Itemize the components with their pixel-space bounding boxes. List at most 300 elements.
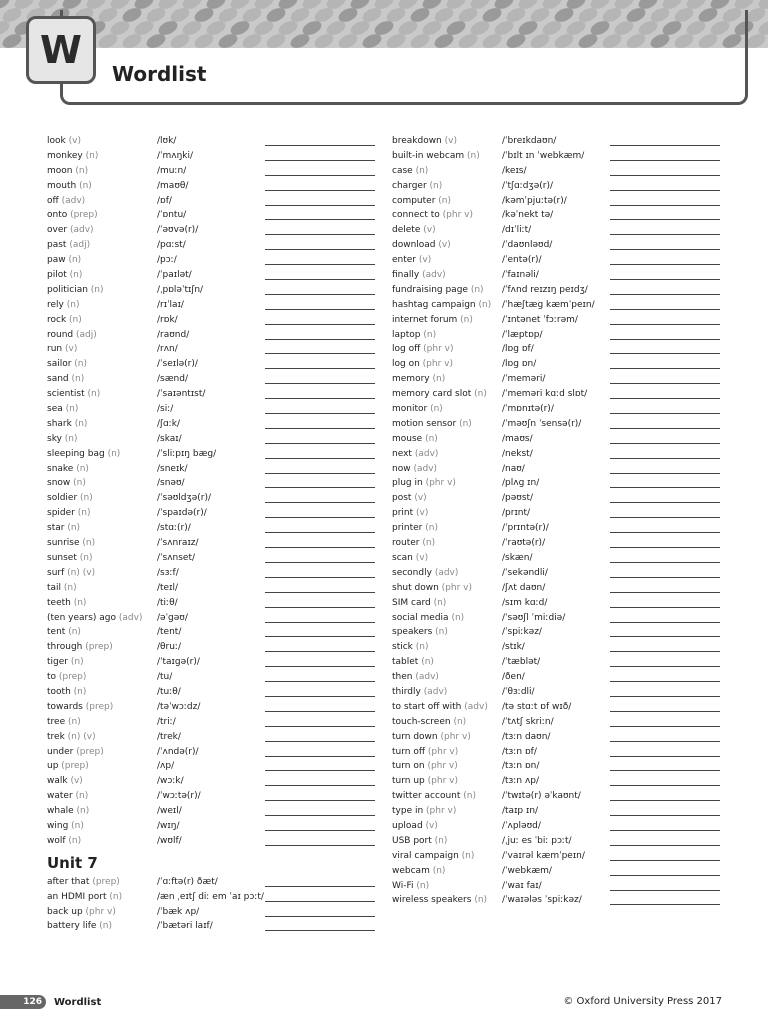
part-of-speech: (n) — [87, 389, 101, 400]
answer-line[interactable] — [610, 190, 720, 191]
answer-line[interactable] — [265, 502, 375, 503]
pronunciation: /ʃʌt daʊn/ — [502, 582, 546, 593]
entry-word — [392, 536, 435, 551]
entry-word — [47, 417, 87, 432]
part-of-speech: (n) — [75, 791, 89, 802]
answer-line[interactable] — [265, 324, 375, 325]
answer-line[interactable] — [610, 383, 720, 384]
answer-line[interactable] — [610, 249, 720, 250]
entry-word — [47, 670, 86, 685]
answer-line[interactable] — [265, 562, 375, 563]
answer-line[interactable] — [610, 443, 720, 444]
wordlist-entry — [47, 491, 211, 506]
answer-line[interactable] — [610, 770, 720, 771]
answer-line[interactable] — [610, 487, 720, 488]
pronunciation: /ˌjuː es ˈbiː pɔːt/ — [502, 835, 572, 846]
entry-word — [47, 476, 86, 491]
answer-line[interactable] — [265, 666, 375, 667]
wordlist-entry — [47, 551, 196, 566]
part-of-speech: (prep) — [92, 876, 120, 887]
pronunciation: /keɪs/ — [502, 165, 527, 176]
answer-line[interactable] — [610, 145, 720, 146]
answer-line[interactable] — [610, 547, 720, 548]
part-of-speech: (n) — [438, 195, 452, 206]
entry-word — [47, 506, 90, 521]
wordlist-entry — [47, 134, 177, 149]
word-text: run — [47, 344, 63, 355]
answer-line[interactable] — [265, 339, 375, 340]
part-of-speech: (n) — [63, 582, 77, 593]
pronunciation: /lɒg ɒf/ — [502, 344, 534, 355]
answer-line[interactable] — [610, 577, 720, 578]
part-of-speech: (v) — [423, 225, 436, 236]
pronunciation: /ˈvaɪrəl kæmˈpeɪn/ — [502, 850, 585, 861]
answer-line[interactable] — [610, 890, 720, 891]
entry-word — [47, 238, 90, 253]
answer-line[interactable] — [265, 800, 375, 801]
answer-line[interactable] — [265, 190, 375, 191]
answer-line[interactable] — [265, 636, 375, 637]
word-text: surf — [47, 567, 65, 578]
answer-line[interactable] — [610, 264, 720, 265]
entry-word — [47, 581, 77, 596]
wordlist-entry — [47, 804, 182, 819]
footer-section-title: Wordlist — [54, 996, 102, 1008]
pronunciation: /wʊlf/ — [157, 835, 182, 846]
word-text: sky — [47, 433, 62, 444]
word-text: print — [392, 508, 414, 519]
answer-line[interactable] — [610, 294, 720, 295]
answer-line[interactable] — [265, 309, 375, 310]
part-of-speech: (n) — [432, 374, 446, 385]
part-of-speech: (n) — [66, 299, 80, 310]
word-text: post — [392, 493, 412, 504]
word-text: paw — [47, 255, 66, 266]
answer-line[interactable] — [610, 800, 720, 801]
answer-line[interactable] — [610, 428, 720, 429]
answer-line[interactable] — [610, 458, 720, 459]
pronunciation: /kəmˈpjuːtə(r)/ — [502, 195, 567, 206]
answer-line[interactable] — [610, 160, 720, 161]
pronunciation: /dɪˈliːt/ — [502, 225, 532, 236]
entry-word — [47, 819, 84, 834]
answer-line[interactable] — [265, 413, 375, 414]
pronunciation: /plʌg ɪn/ — [502, 478, 540, 489]
wordlist-entry — [47, 640, 182, 655]
entry-word — [392, 789, 476, 804]
pronunciation: /ˈfʌnd reɪzɪŋ peɪdʒ/ — [502, 284, 588, 295]
word-text: teeth — [47, 597, 71, 608]
entry-word — [47, 253, 81, 268]
answer-line[interactable] — [610, 473, 720, 474]
wordlist-entry — [47, 387, 206, 402]
word-text: charger — [392, 180, 427, 191]
answer-line[interactable] — [610, 726, 720, 727]
answer-line[interactable] — [265, 458, 375, 459]
entry-word — [47, 313, 82, 328]
entry-word — [392, 447, 438, 462]
entry-word — [47, 432, 78, 447]
word-text: viral campaign — [392, 850, 459, 861]
word-text: touch-screen — [392, 716, 451, 727]
answer-line[interactable] — [265, 930, 375, 931]
word-text: sunrise — [47, 538, 80, 549]
wordlist-entry — [47, 745, 199, 760]
answer-line[interactable] — [610, 756, 720, 757]
part-of-speech: (v) — [425, 820, 438, 831]
answer-line[interactable] — [265, 368, 375, 369]
answer-line[interactable] — [265, 175, 375, 176]
answer-line[interactable] — [610, 309, 720, 310]
entry-word — [47, 372, 84, 387]
answer-line[interactable] — [265, 383, 375, 384]
part-of-speech: (n) — [435, 627, 448, 638]
page-title: Wordlist — [112, 62, 207, 86]
word-text: wing — [47, 820, 69, 831]
entry-word — [47, 149, 98, 164]
answer-line[interactable] — [610, 696, 720, 697]
wordlist-entry — [47, 506, 207, 521]
entry-word — [392, 700, 488, 715]
part-of-speech: (n) — [79, 552, 93, 563]
pronunciation: /ˈɑːftə(r) ðæt/ — [157, 876, 218, 887]
entry-word — [392, 596, 446, 611]
part-of-speech: (n) — [474, 389, 487, 400]
part-of-speech: (adv) — [415, 672, 439, 683]
answer-line[interactable] — [265, 622, 375, 623]
answer-line[interactable] — [265, 577, 375, 578]
wordlist-entry — [47, 670, 173, 685]
header-frame — [60, 10, 748, 105]
word-text: tablet — [392, 657, 419, 668]
answer-line[interactable] — [265, 770, 375, 771]
wordlist-entry — [47, 372, 189, 387]
entry-word — [392, 640, 429, 655]
entry-word — [47, 223, 94, 238]
word-text: mouth — [47, 180, 77, 191]
answer-line[interactable] — [265, 901, 375, 902]
word-text: turn down — [392, 731, 438, 742]
entry-word — [392, 879, 429, 894]
wordlist-entry — [47, 208, 187, 223]
answer-line[interactable] — [610, 607, 720, 608]
entry-word — [392, 849, 474, 864]
word-text: social media — [392, 612, 449, 623]
entry-word — [392, 298, 491, 313]
answer-line[interactable] — [265, 547, 375, 548]
part-of-speech: (adv) — [118, 612, 143, 623]
answer-line[interactable] — [265, 249, 375, 250]
answer-line[interactable] — [265, 443, 375, 444]
pronunciation: /ˈsʌnset/ — [157, 552, 196, 563]
part-of-speech: (n) — [73, 478, 86, 489]
part-of-speech: (adj) — [76, 329, 97, 340]
wordlist-entry — [47, 417, 181, 432]
entry-word — [392, 804, 456, 819]
part-of-speech: (n) — [429, 180, 443, 191]
answer-line[interactable] — [265, 234, 375, 235]
part-of-speech: (adj) — [69, 240, 91, 251]
entry-word — [392, 149, 480, 164]
answer-line[interactable] — [610, 398, 720, 399]
pronunciation: /ˈwaɪələs ˈspiːkəz/ — [502, 895, 582, 906]
answer-line[interactable] — [265, 696, 375, 697]
pronunciation: /nekst/ — [502, 448, 533, 459]
answer-line[interactable] — [265, 726, 375, 727]
pronunciation: /trek/ — [157, 731, 181, 742]
answer-line[interactable] — [265, 756, 375, 757]
pronunciation: /ˈpaɪlət/ — [157, 270, 192, 281]
word-text: mouse — [392, 433, 423, 444]
answer-line[interactable] — [610, 339, 720, 340]
entry-word — [47, 342, 77, 357]
part-of-speech: (n) — [80, 493, 93, 504]
pronunciation: /ˌpɒləˈtɪʃn/ — [157, 284, 204, 295]
pronunciation: /ʌp/ — [157, 761, 175, 772]
answer-line[interactable] — [610, 830, 720, 831]
answer-line[interactable] — [265, 886, 375, 887]
word-text: USB port — [392, 835, 432, 846]
wordlist-entry — [47, 655, 200, 670]
pronunciation: /tə stɑːt ɒf wɪð/ — [502, 701, 572, 712]
part-of-speech: (adv) — [434, 567, 459, 578]
answer-line[interactable] — [265, 219, 375, 220]
pronunciation: /ˈməʊʃn ˈsensə(r)/ — [502, 418, 582, 429]
word-text: look — [47, 136, 66, 146]
answer-line[interactable] — [265, 160, 375, 161]
word-text: motion sensor — [392, 418, 457, 429]
answer-line[interactable] — [610, 175, 720, 176]
word-text: walk — [47, 776, 68, 787]
answer-line[interactable] — [265, 487, 375, 488]
pronunciation: /taɪp ɪn/ — [502, 806, 539, 817]
answer-line[interactable] — [610, 562, 720, 563]
answer-line[interactable] — [610, 651, 720, 652]
answer-line[interactable] — [610, 681, 720, 682]
part-of-speech: (adv) — [414, 448, 439, 459]
answer-line[interactable] — [265, 398, 375, 399]
entry-word — [392, 328, 436, 343]
word-text: tiger — [47, 657, 68, 668]
answer-line[interactable] — [610, 532, 720, 533]
entry-word — [47, 596, 86, 611]
part-of-speech: (n) — [99, 921, 113, 932]
part-of-speech: (phr v) — [426, 806, 457, 817]
pronunciation: /ðen/ — [502, 672, 525, 683]
answer-line[interactable] — [610, 517, 720, 518]
answer-line[interactable] — [265, 517, 375, 518]
pronunciation: /ʃɑːk/ — [157, 418, 181, 429]
wordlist-entry — [47, 521, 191, 536]
word-text: turn off — [392, 746, 426, 757]
part-of-speech: (phr v) — [85, 906, 116, 917]
answer-line[interactable] — [265, 651, 375, 652]
answer-line[interactable] — [265, 830, 375, 831]
answer-line[interactable] — [610, 368, 720, 369]
answer-line[interactable] — [610, 622, 720, 623]
part-of-speech: (n) — [69, 314, 82, 325]
answer-line[interactable] — [265, 711, 375, 712]
pronunciation: /pɔː/ — [157, 255, 177, 266]
answer-line[interactable] — [610, 845, 720, 846]
word-text: onto — [47, 210, 68, 221]
pronunciation: /stɪk/ — [502, 642, 525, 653]
answer-line[interactable] — [610, 785, 720, 786]
answer-line[interactable] — [610, 324, 720, 325]
word-text: to start off with — [392, 701, 462, 712]
answer-line[interactable] — [610, 904, 720, 905]
part-of-speech: (n) — [434, 835, 448, 846]
word-text: shut down — [392, 582, 439, 593]
word-text: soldier — [47, 493, 78, 504]
word-text: snow — [47, 478, 71, 489]
pronunciation: /ˈmeməri kɑːd slɒt/ — [502, 389, 588, 400]
entry-word — [392, 685, 447, 700]
word-text: plug in — [392, 478, 423, 489]
word-text: under — [47, 746, 74, 757]
answer-line[interactable] — [265, 845, 375, 846]
word-text: scan — [392, 552, 413, 563]
answer-line[interactable] — [610, 666, 720, 667]
answer-line[interactable] — [610, 636, 720, 637]
answer-line[interactable] — [265, 741, 375, 742]
answer-line[interactable] — [265, 205, 375, 206]
entry-word — [392, 223, 436, 238]
wordlist-entry — [47, 700, 201, 715]
wordlist-entry — [47, 476, 185, 491]
answer-line[interactable] — [265, 681, 375, 682]
entry-word — [47, 745, 104, 760]
answer-line[interactable] — [610, 860, 720, 861]
word-text: scientist — [47, 389, 85, 400]
part-of-speech: (phr v) — [422, 359, 453, 370]
part-of-speech: (prep) — [70, 210, 98, 221]
part-of-speech: (v) — [444, 136, 457, 146]
entry-word — [47, 491, 93, 506]
part-of-speech: (adv) — [413, 463, 438, 474]
part-of-speech: (v) — [418, 255, 432, 266]
word-text: router — [392, 538, 420, 549]
part-of-speech: (prep) — [85, 642, 113, 653]
pronunciation: /əˈgəʊ/ — [157, 612, 188, 623]
entry-word — [47, 566, 95, 581]
word-text: internet forum — [392, 314, 458, 325]
pronunciation: /wɪŋ/ — [157, 820, 180, 831]
pronunciation: /ˈwɔːtə(r)/ — [157, 791, 201, 802]
answer-line[interactable] — [610, 205, 720, 206]
answer-line[interactable] — [610, 279, 720, 280]
entry-word — [47, 551, 92, 566]
answer-line[interactable] — [610, 413, 720, 414]
answer-line[interactable] — [610, 711, 720, 712]
entry-word — [392, 134, 457, 149]
answer-line[interactable] — [610, 592, 720, 593]
entry-word — [47, 194, 85, 209]
answer-line[interactable] — [265, 532, 375, 533]
answer-line[interactable] — [265, 592, 375, 593]
part-of-speech: (n) — [433, 597, 447, 608]
part-of-speech: (n) (v) — [67, 567, 96, 578]
answer-line[interactable] — [610, 815, 720, 816]
part-of-speech: (n) — [74, 418, 88, 429]
pronunciation: /ˈsliːpɪŋ bæg/ — [157, 448, 217, 459]
word-text: off — [47, 195, 59, 206]
entry-word — [47, 357, 87, 372]
answer-line[interactable] — [265, 264, 375, 265]
part-of-speech: (n) — [90, 284, 104, 295]
word-text: monitor — [392, 404, 428, 415]
answer-line[interactable] — [610, 353, 720, 354]
answer-line[interactable] — [265, 473, 375, 474]
word-text: (ten years) ago — [47, 612, 117, 623]
word-text: twitter account — [392, 791, 461, 802]
part-of-speech: (v) — [70, 776, 83, 787]
word-text: tooth — [47, 686, 71, 697]
wordlist-entry — [47, 342, 178, 357]
entry-word — [47, 875, 120, 890]
pronunciation: /ˈsekəndli/ — [502, 567, 548, 578]
answer-line[interactable] — [610, 502, 720, 503]
wordlist-entry — [47, 268, 192, 283]
word-text: then — [392, 672, 413, 683]
part-of-speech: (phr v) — [441, 582, 472, 593]
word-text: battery life — [47, 921, 97, 932]
answer-line[interactable] — [610, 741, 720, 742]
entry-word — [392, 611, 464, 626]
wordlist-entry — [47, 890, 264, 905]
pronunciation: /ˈlæptɒp/ — [502, 329, 543, 340]
pronunciation: /ˈbreɪkdaʊn/ — [502, 136, 557, 146]
answer-line[interactable] — [265, 815, 375, 816]
pronunciation: /ˈθɜːdli/ — [502, 686, 535, 697]
word-text: star — [47, 523, 65, 534]
word-text: after that — [47, 876, 90, 887]
answer-line[interactable] — [265, 428, 375, 429]
entry-word — [47, 447, 120, 462]
answer-line[interactable] — [265, 145, 375, 146]
pronunciation: /triː/ — [157, 716, 176, 727]
pronunciation: /ˈəʊvə(r)/ — [157, 225, 199, 236]
word-text: type in — [392, 806, 424, 817]
answer-line[interactable] — [265, 353, 375, 354]
pronunciation: /ˈtʃɑːdʒə(r)/ — [502, 180, 554, 191]
wordlist-entry — [47, 685, 181, 700]
entry-word — [47, 700, 113, 715]
answer-line[interactable] — [265, 279, 375, 280]
wordlist-entry — [47, 313, 178, 328]
answer-line[interactable] — [265, 607, 375, 608]
answer-line[interactable] — [265, 785, 375, 786]
wordlist-entry — [47, 774, 184, 789]
entry-word — [392, 253, 431, 268]
answer-line[interactable] — [610, 875, 720, 876]
pronunciation: /ɒf/ — [157, 195, 172, 206]
part-of-speech: (n) — [64, 433, 78, 444]
entry-word — [392, 402, 443, 417]
wordlist-entry — [47, 179, 189, 194]
answer-line[interactable] — [265, 916, 375, 917]
pronunciation: /ˈprɪntə(r)/ — [502, 523, 549, 534]
pronunciation: /ˈmeməri/ — [502, 374, 546, 385]
word-text: whale — [47, 806, 74, 817]
entry-word — [392, 819, 438, 834]
answer-line[interactable] — [610, 234, 720, 235]
pronunciation: /maʊs/ — [502, 433, 533, 444]
answer-line[interactable] — [265, 294, 375, 295]
part-of-speech: (n) — [461, 850, 475, 861]
answer-line[interactable] — [610, 219, 720, 220]
word-text: over — [47, 225, 68, 236]
